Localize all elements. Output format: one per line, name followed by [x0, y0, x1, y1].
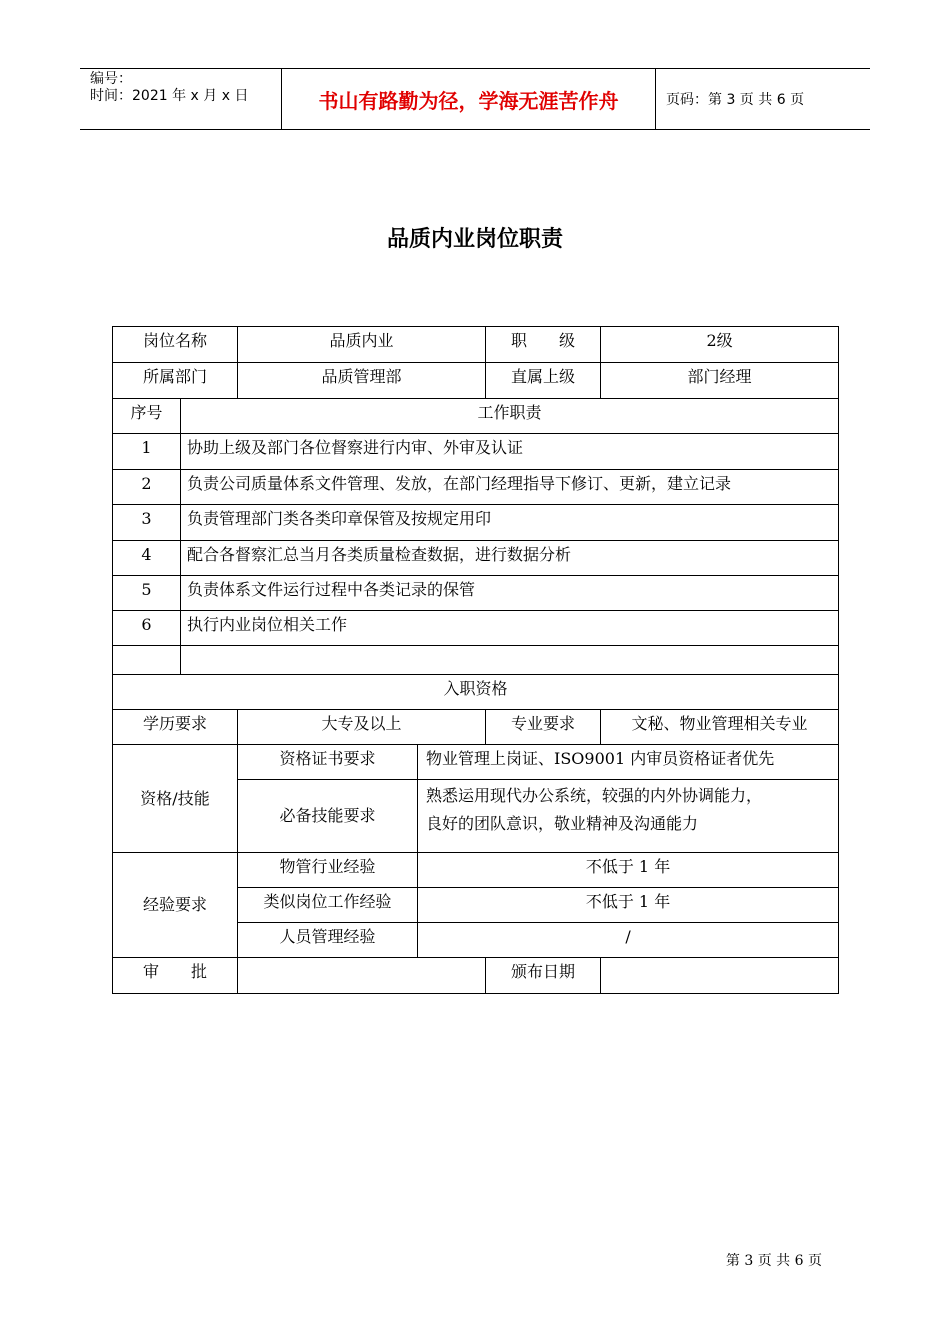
duty-row: [113, 541, 839, 576]
number-label: 编号：: [90, 71, 132, 87]
duty-text: 协助上级及部门各位督察进行内审、外审及认证: [181, 434, 839, 470]
duty-row: [113, 434, 839, 470]
major-label: 专业要求: [486, 710, 601, 745]
duty-no: 6: [113, 611, 181, 646]
skill-label: 必备技能要求: [238, 780, 418, 853]
exp-label: 人员管理经验: [238, 923, 418, 958]
table-row: [113, 363, 839, 399]
header-meta: [80, 69, 282, 129]
cert-value: 物业管理上岗证、ISO9001 内审员资格证者优先: [418, 745, 839, 780]
skill-value-line: 良好的团队意识，敬业精神及沟通能力: [426, 814, 699, 833]
table-row: [113, 675, 839, 710]
duty-header: 工作职责: [181, 399, 839, 434]
duty-row: [113, 505, 839, 541]
duty-text: 负责体系文件运行过程中各类记录的保管: [181, 576, 839, 611]
empty-cell: [181, 646, 839, 675]
edu-label: 学历要求: [113, 710, 238, 745]
duty-text: 负责公司质量体系文件管理、发放，在部门经理指导下修订、更新，建立记录: [181, 470, 839, 505]
table-row: [113, 399, 839, 434]
duty-no: 5: [113, 576, 181, 611]
exp-value: 不低于 1 年: [418, 853, 839, 888]
duty-row: [113, 611, 839, 646]
duty-row: [113, 576, 839, 611]
post-name-value: 品质内业: [238, 327, 486, 363]
duty-text: 负责管理部门类各类印章保管及按规定用印: [181, 505, 839, 541]
page-title: 品质内业岗位职责: [386, 227, 563, 252]
issue-date-value: [601, 958, 839, 994]
duty-no: 1: [113, 434, 181, 470]
empty-cell: [113, 646, 181, 675]
level-label: 职 级: [486, 327, 601, 363]
exp-value: /: [418, 923, 839, 958]
dept-value: 品质管理部: [238, 363, 486, 399]
level-value: 2级: [601, 327, 839, 363]
document-header: [80, 68, 870, 130]
post-name-label: 岗位名称: [113, 327, 238, 363]
exp-label: 物管行业经验: [238, 853, 418, 888]
major-value: 文秘、物业管理相关专业: [601, 710, 839, 745]
table-row: [113, 327, 839, 363]
header-motto: 书山有路勤为径，学海无涯苦作舟: [282, 69, 656, 129]
duty-no: 3: [113, 505, 181, 541]
dept-label: 所属部门: [113, 363, 238, 399]
duty-text: 执行内业岗位相关工作: [181, 611, 839, 646]
exp-value: 不低于 1 年: [418, 888, 839, 923]
qualification-header: 入职资格: [113, 675, 839, 710]
exp-label: 类似岗位工作经验: [238, 888, 418, 923]
duty-no: 2: [113, 470, 181, 505]
duty-text: 配合各督察汇总当月各类质量检查数据，进行数据分析: [181, 541, 839, 576]
empty-duty-row: [113, 646, 839, 675]
table-row: [113, 745, 839, 780]
skill-value-line: 熟悉运用现代办公系统，较强的内外协调能力，: [426, 786, 763, 805]
superior-label: 直属上级: [486, 363, 601, 399]
skill-value: [418, 780, 839, 853]
job-description-table: [112, 326, 839, 994]
issue-date-label: 颁布日期: [486, 958, 601, 994]
page-footer: 第 3 页 共 6 页: [725, 1253, 822, 1269]
header-page-number: 页码：第 3 页 共 6 页: [666, 92, 805, 108]
edu-value: 大专及以上: [238, 710, 486, 745]
approve-label: 审 批: [113, 958, 238, 994]
approve-value: [238, 958, 486, 994]
skill-group-label: 资格/技能: [113, 745, 238, 853]
table-row: [113, 710, 839, 745]
exp-group-label: 经验要求: [113, 853, 238, 958]
duty-no: 4: [113, 541, 181, 576]
table-row: [113, 853, 839, 888]
time-label: 时间：2021 年 x 月 x 日: [90, 88, 249, 104]
seq-header: 序号: [113, 399, 181, 434]
cert-label: 资格证书要求: [238, 745, 418, 780]
duty-row: [113, 470, 839, 505]
superior-value: 部门经理: [601, 363, 839, 399]
table-row: [113, 958, 839, 994]
